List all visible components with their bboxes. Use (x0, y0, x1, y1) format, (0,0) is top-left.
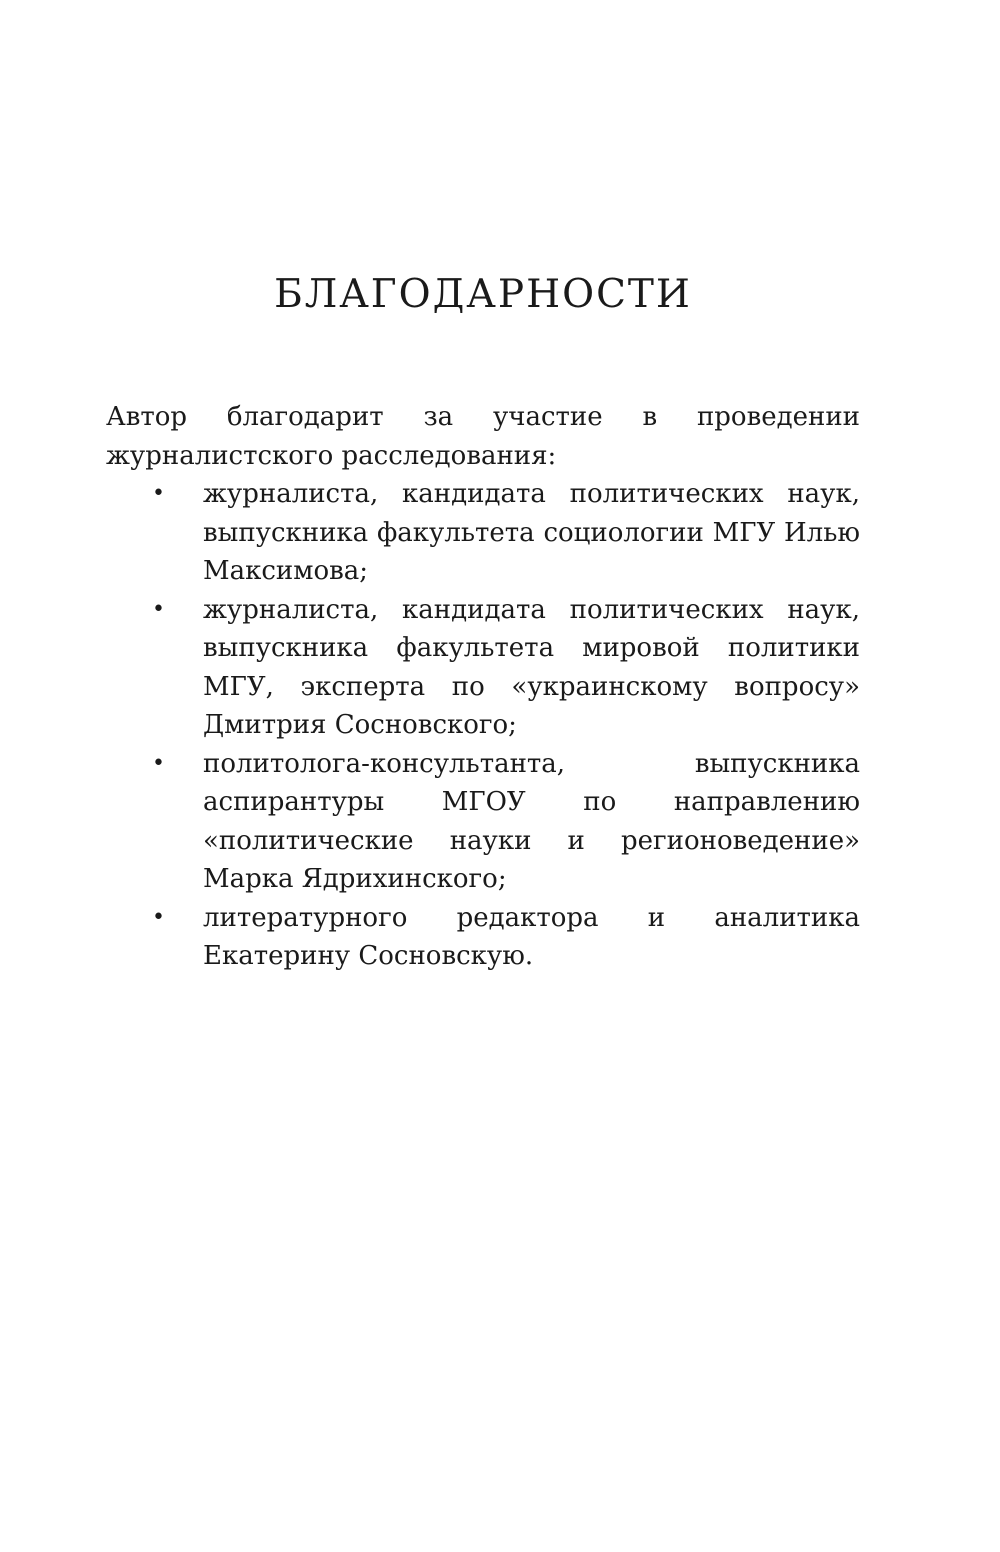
list-item (106, 745, 860, 899)
bullet-icon: • (152, 750, 165, 776)
page-title: БЛАГОДАРНОСТИ (274, 272, 692, 317)
bullet-icon: • (152, 904, 165, 930)
list-item (106, 591, 860, 745)
list-item (106, 475, 860, 591)
list-item-text: журналиста, кандидата политических наук, выпускника факультета социологии МГУ Илью Максимова; (203, 479, 860, 586)
acknowledgements-body (106, 398, 860, 976)
bullet-icon: • (152, 596, 165, 622)
bullet-icon: • (152, 481, 165, 506)
list-item (106, 899, 860, 976)
list-item-text: литературного редактора и аналитика Екатерину Сосновскую. (203, 902, 860, 971)
acknowledgements-list (106, 475, 860, 976)
list-item-text: политолога-консультанта, выпускника аспирантуры МГОУ по направлению «политические науки и регионоведение» Марка Ядрихинского; (203, 748, 860, 894)
list-item-text: журналиста, кандидата политических наук, выпускника факультета мировой политики МГУ, эксперта по «украинскому вопросу» Дмитрия Сосновского; (203, 594, 860, 740)
intro-paragraph: Автор благодарит за участие в проведении журналистского расследования: (106, 402, 860, 471)
